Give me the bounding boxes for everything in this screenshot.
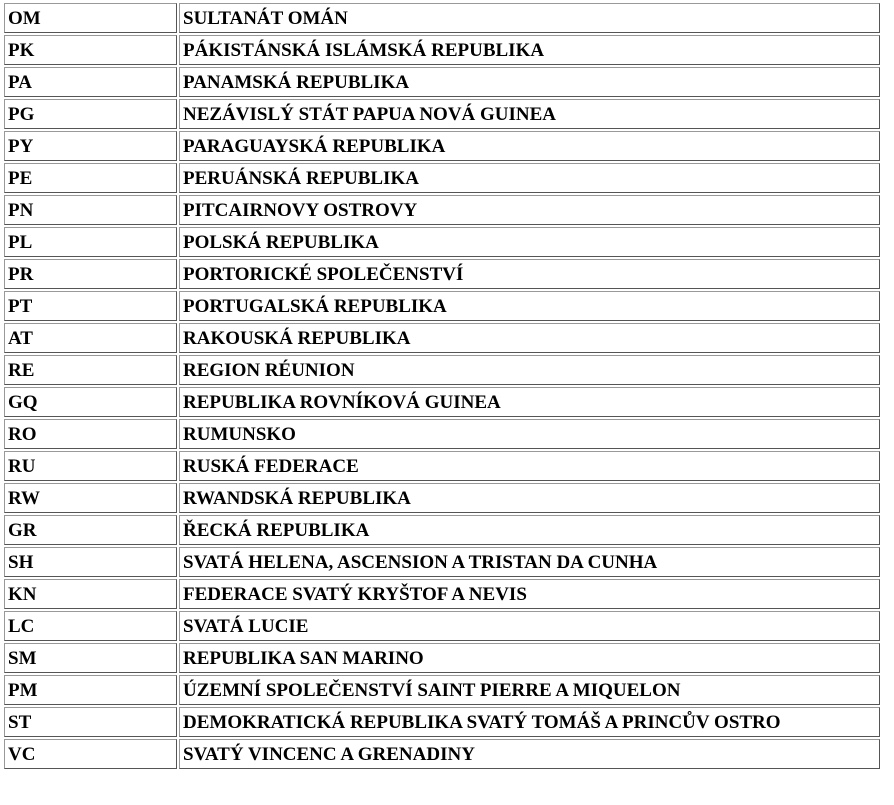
country-code-cell: ST xyxy=(4,707,177,737)
table-row xyxy=(4,3,880,33)
table-row xyxy=(4,547,880,577)
table-row xyxy=(4,355,880,385)
table-row xyxy=(4,643,880,673)
table-row xyxy=(4,579,880,609)
country-name-cell: SULTANÁT OMÁN xyxy=(179,3,880,33)
table-row xyxy=(4,451,880,481)
country-name-cell: PITCAIRNOVY OSTROVY xyxy=(179,195,880,225)
country-code-cell: PK xyxy=(4,35,177,65)
table-row xyxy=(4,419,880,449)
country-name-cell: RWANDSKÁ REPUBLIKA xyxy=(179,483,880,513)
table-row xyxy=(4,611,880,641)
country-name-cell: DEMOKRATICKÁ REPUBLIKA SVATÝ TOMÁŠ A PRINCŮV OSTRO xyxy=(179,707,880,737)
country-code-cell: KN xyxy=(4,579,177,609)
country-name-cell: REGION RÉUNION xyxy=(179,355,880,385)
country-code-cell: RO xyxy=(4,419,177,449)
country-name-cell: PERUÁNSKÁ REPUBLIKA xyxy=(179,163,880,193)
country-code-cell: GQ xyxy=(4,387,177,417)
country-name-cell: POLSKÁ REPUBLIKA xyxy=(179,227,880,257)
country-code-cell: PT xyxy=(4,291,177,321)
table-row xyxy=(4,291,880,321)
country-name-cell: REPUBLIKA ROVNÍKOVÁ GUINEA xyxy=(179,387,880,417)
table-row xyxy=(4,35,880,65)
country-name-cell: ÚZEMNÍ SPOLEČENSTVÍ SAINT PIERRE A MIQUELON xyxy=(179,675,880,705)
table-row xyxy=(4,131,880,161)
country-name-cell: SVATÝ VINCENC A GRENADINY xyxy=(179,739,880,769)
country-code-cell: RE xyxy=(4,355,177,385)
table-row xyxy=(4,259,880,289)
country-name-cell: PARAGUAYSKÁ REPUBLIKA xyxy=(179,131,880,161)
table-row xyxy=(4,675,880,705)
country-name-cell: PORTORICKÉ SPOLEČENSTVÍ xyxy=(179,259,880,289)
country-code-table xyxy=(2,1,882,771)
country-code-cell: RU xyxy=(4,451,177,481)
country-code-cell: AT xyxy=(4,323,177,353)
table-row xyxy=(4,515,880,545)
country-name-cell: RUMUNSKO xyxy=(179,419,880,449)
table-row xyxy=(4,739,880,769)
table-row xyxy=(4,707,880,737)
country-code-cell: PR xyxy=(4,259,177,289)
country-name-cell: RUSKÁ FEDERACE xyxy=(179,451,880,481)
country-name-cell: RAKOUSKÁ REPUBLIKA xyxy=(179,323,880,353)
country-name-cell: NEZÁVISLÝ STÁT PAPUA NOVÁ GUINEA xyxy=(179,99,880,129)
table-row xyxy=(4,323,880,353)
country-name-cell: PÁKISTÁNSKÁ ISLÁMSKÁ REPUBLIKA xyxy=(179,35,880,65)
country-code-cell: VC xyxy=(4,739,177,769)
country-code-cell: PY xyxy=(4,131,177,161)
table-row xyxy=(4,163,880,193)
country-code-cell: PM xyxy=(4,675,177,705)
country-code-cell: LC xyxy=(4,611,177,641)
country-code-cell: PA xyxy=(4,67,177,97)
country-code-cell: PL xyxy=(4,227,177,257)
table-row xyxy=(4,227,880,257)
country-code-cell: PN xyxy=(4,195,177,225)
table-row xyxy=(4,67,880,97)
country-code-cell: PG xyxy=(4,99,177,129)
table-body xyxy=(4,3,880,769)
country-name-cell: FEDERACE SVATÝ KRYŠTOF A NEVIS xyxy=(179,579,880,609)
country-name-cell: REPUBLIKA SAN MARINO xyxy=(179,643,880,673)
country-name-cell: SVATÁ LUCIE xyxy=(179,611,880,641)
table-row xyxy=(4,195,880,225)
table-row xyxy=(4,483,880,513)
table-row xyxy=(4,99,880,129)
country-code-cell: SM xyxy=(4,643,177,673)
table-row xyxy=(4,387,880,417)
country-code-cell: SH xyxy=(4,547,177,577)
country-name-cell: ŘECKÁ REPUBLIKA xyxy=(179,515,880,545)
country-code-cell: RW xyxy=(4,483,177,513)
country-code-cell: GR xyxy=(4,515,177,545)
country-name-cell: PORTUGALSKÁ REPUBLIKA xyxy=(179,291,880,321)
country-code-cell: PE xyxy=(4,163,177,193)
country-code-cell: OM xyxy=(4,3,177,33)
country-name-cell: PANAMSKÁ REPUBLIKA xyxy=(179,67,880,97)
country-name-cell: SVATÁ HELENA, ASCENSION A TRISTAN DA CUNHA xyxy=(179,547,880,577)
